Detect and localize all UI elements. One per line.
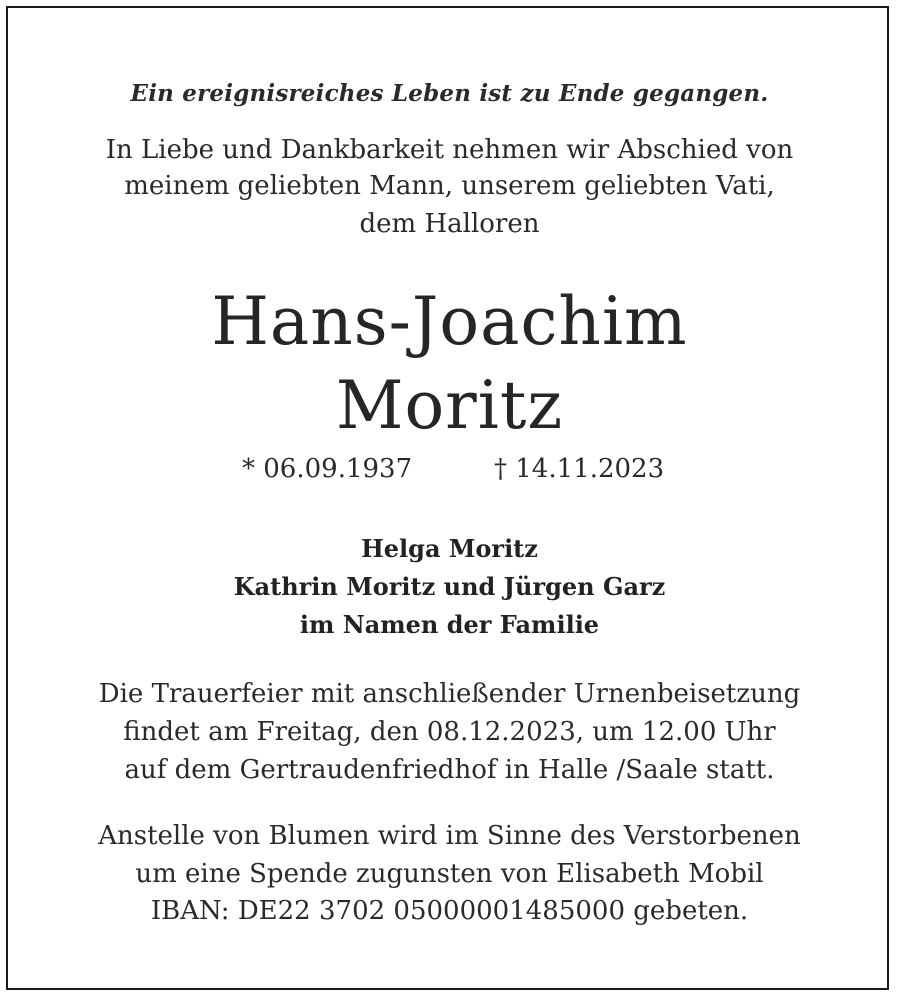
dedication-line-3: dem Halloren: [359, 209, 540, 239]
funeral-line-2: findet am Freitag, den 08.12.2023, um 12.00 Uhr: [123, 717, 776, 747]
dedication-line-1: In Liebe und Dankbarkeit nehmen wir Abschied von: [105, 135, 794, 165]
mourner-line-1: Helga Moritz: [361, 534, 538, 563]
donation-line-3: IBAN: DE22 3702 05000001485000 gebeten.: [150, 896, 749, 926]
funeral-line-3: auf dem Gertraudenfriedhof in Halle /Saale statt.: [124, 755, 775, 785]
death-date: † 14.11.2023: [494, 454, 665, 484]
mourner-line-2: Kathrin Moritz und Jürgen Garz: [233, 572, 666, 601]
funeral-line-1: Die Trauerfeier mit anschließender Urnenbeisetzung: [98, 679, 801, 709]
deceased-last-name: Moritz: [335, 367, 564, 444]
dedication-line-2: meinem geliebten Mann, unserem geliebten Vati,: [124, 171, 775, 201]
mourner-line-3: im Namen der Familie: [299, 610, 600, 639]
donation-line-1: Anstelle von Blumen wird im Sinne des Verstorbenen: [98, 821, 801, 851]
donation-line-2: um eine Spende zugunsten von Elisabeth Mobil: [135, 859, 764, 889]
deceased-first-name: Hans-Joachim: [211, 283, 688, 360]
birth-date: * 06.09.1937: [242, 454, 413, 484]
intro-line: Ein ereignisreiches Leben ist zu Ende gegangen.: [130, 80, 769, 107]
